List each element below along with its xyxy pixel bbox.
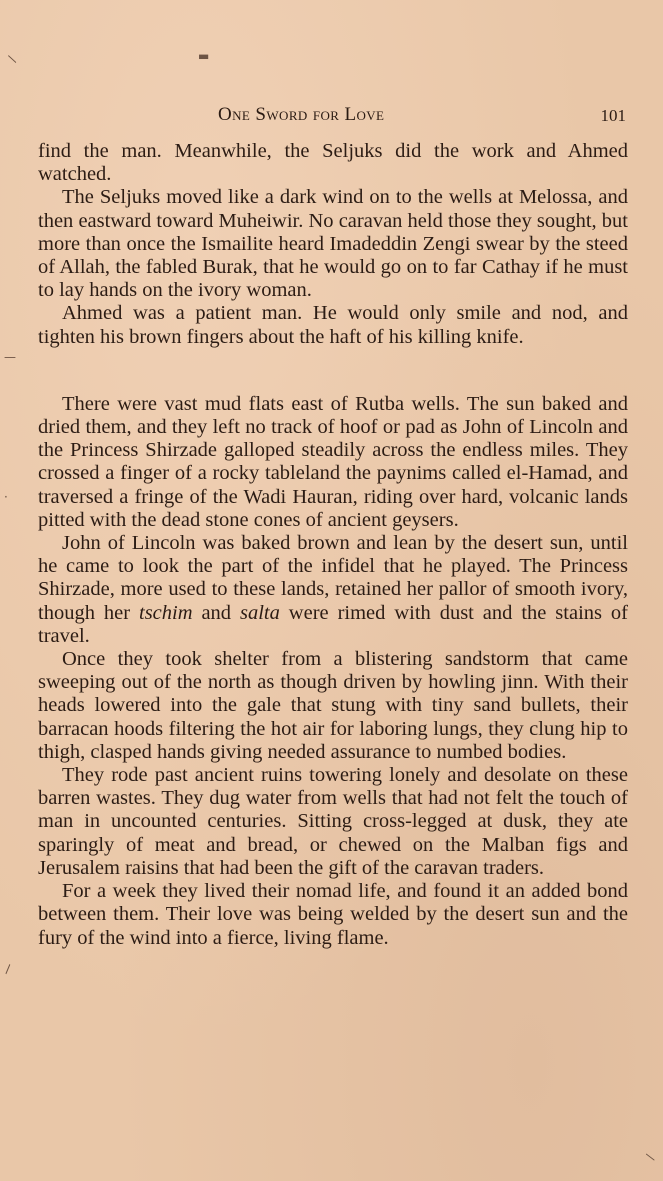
margin-mark: · [4, 490, 8, 504]
italic-term: tschim [139, 601, 193, 624]
italic-term: salta [240, 601, 280, 624]
page-number: 101 [600, 106, 626, 125]
running-header [60, 100, 628, 130]
paragraph: Once they took shelter from a blistering sandstorm that came sweeping out of the north as though driven by howling jinn. With their heads lowered into the gale that stung with tiny sand bullets, their barracan hoods filtering the hot air for laboring lungs, they clung hip to thigh, clasped hands giving needed assurance to numbed bodies. [38, 648, 628, 763]
margin-mark: \ [1, 962, 15, 976]
paragraph: They rode past ancient ruins towering lonely and desolate on these barren wastes. They dug water from wells that had not felt the touch of man in uncounted centuries. Sitting cross-legged at dusk, they ate sparingly of meat and bread, or chewed on the Malban figs and Jerusalem raisins that had been the gift of the caravan traders. [38, 764, 628, 879]
paragraph-text: were rimed with dust and the stains of travel. [38, 601, 629, 647]
paragraph: Ahmed was a patient man. He would only smile and nod, and tighten his brown fingers about the haft of his killing knife. [38, 302, 628, 348]
margin-mark: — [4, 350, 16, 364]
page-scratch: / [642, 1152, 658, 1162]
paragraph: The Seljuks moved like a dark wind on to the wells at Melossa, and then eastward toward Muheiwir. No caravan held those they sought, but more than once the Ismailite heard Imadeddin Zengi swear by the steed of Allah, the fabled Burak, that he would go on to far Cathay if he must to lay hands on the ivory woman. [38, 186, 628, 302]
ink-speck: ▬ [198, 49, 210, 63]
paragraph: For a week they lived their nomad life, and found it an added bond between them. Their love was being welded by the desert sun and the fury of the wind into a fierce, living flame. [38, 880, 628, 949]
paragraph [38, 532, 628, 648]
running-title: One Sword for Love [218, 104, 385, 125]
section-break [38, 349, 628, 393]
paragraph-text: John of Lincoln was baked brown and lean by the desert sun, until he came to look the part of the infidel that he played. The Princess Shirzade, more used to these lands, retained her pallor of smooth ivory, though her [38, 532, 628, 624]
body-text [38, 140, 628, 950]
paragraph: find the man. Meanwhile, the Seljuks did the work and Ahmed watched. [38, 140, 628, 186]
paragraph-text: and [192, 601, 240, 624]
page-scratch: / [4, 54, 20, 64]
paragraph: There were vast mud flats east of Rutba wells. The sun baked and dried them, and they left no track of hoof or pad as John of Lincoln and the Princess Shirzade galloped steadily across the endless miles. They crossed a finger of a rocky tableland the paynims called el-Hamad, and traversed a fringe of the Wadi Hauran, riding over hard, volcanic lands pitted with the dead stone cones of ancient geysers. [38, 392, 628, 531]
